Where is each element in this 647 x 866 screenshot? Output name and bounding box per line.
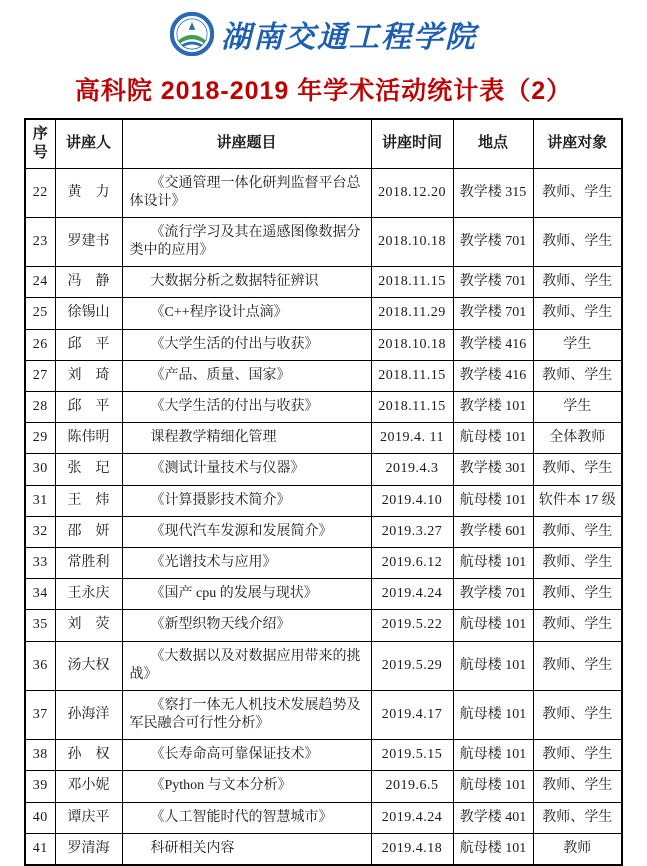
cell-audience: 教师、学生: [533, 298, 622, 329]
table-row: [25, 217, 622, 266]
cell-lecturer: 徐锡山: [55, 298, 122, 329]
cell-time: 2018.11.15: [371, 267, 453, 298]
cell-audience: 教师、学生: [533, 454, 622, 485]
cell-time: 2018.11.29: [371, 298, 453, 329]
cell-no: 37: [25, 690, 55, 739]
cell-no: 41: [25, 833, 55, 865]
cell-time: 2019.4.24: [371, 579, 453, 610]
cell-audience: 教师: [533, 833, 622, 865]
cell-lecturer: 谭庆平: [55, 802, 122, 833]
table-row: [25, 454, 622, 485]
cell-title: 科研相关内容: [122, 833, 371, 865]
cell-audience: 教师、学生: [533, 360, 622, 391]
cell-no: 27: [25, 360, 55, 391]
cell-lecturer: 罗清海: [55, 833, 122, 865]
cell-audience: 软件本 17 级: [533, 485, 622, 516]
cell-audience: 教师、学生: [533, 579, 622, 610]
cell-location: 教学楼 401: [453, 802, 533, 833]
cell-no: 35: [25, 610, 55, 641]
cell-time: 2019.4.10: [371, 485, 453, 516]
page-title: 高科院 2018-2019 年学术活动统计表（2）: [74, 77, 573, 105]
cell-title: 《光谱技术与应用》: [122, 547, 371, 578]
table-row: [25, 298, 622, 329]
cell-lecturer: 张 玘: [55, 454, 122, 485]
cell-location: 教学楼 701: [453, 217, 533, 266]
cell-location: 教学楼 601: [453, 516, 533, 547]
cell-audience: 学生: [533, 329, 622, 360]
cell-lecturer: 孙海洋: [55, 690, 122, 739]
cell-lecturer: 邓小妮: [55, 771, 122, 802]
cell-no: 23: [25, 217, 55, 266]
cell-no: 22: [25, 168, 55, 217]
cell-no: 28: [25, 392, 55, 423]
table-row: [25, 267, 622, 298]
cell-lecturer: 黄 力: [55, 168, 122, 217]
cell-audience: 教师、学生: [533, 690, 622, 739]
cell-title: 《计算摄影技术简介》: [122, 485, 371, 516]
table-row: [25, 360, 622, 391]
cell-title: 《大学生活的付出与收获》: [122, 392, 371, 423]
cell-location: 航母楼 101: [453, 771, 533, 802]
cell-time: 2018.10.18: [371, 217, 453, 266]
cell-audience: 教师、学生: [533, 610, 622, 641]
column-header-time: 讲座时间: [371, 119, 453, 168]
cell-lecturer: 王 炜: [55, 485, 122, 516]
cell-title: 《交通管理一体化研判监督平台总体设计》: [122, 168, 371, 217]
cell-audience: 教师、学生: [533, 168, 622, 217]
table-row: [25, 771, 622, 802]
cell-title: 《人工智能时代的智慧城市》: [122, 802, 371, 833]
cell-time: 2019.5.22: [371, 610, 453, 641]
cell-location: 教学楼 416: [453, 329, 533, 360]
cell-lecturer: 王永庆: [55, 579, 122, 610]
cell-title: 《察打一体无人机技术发展趋势及军民融合可行性分析》: [122, 690, 371, 739]
cell-location: 教学楼 101: [453, 392, 533, 423]
school-logo-header: [0, 10, 647, 58]
table-header-row: [25, 119, 622, 168]
cell-no: 25: [25, 298, 55, 329]
cell-no: 30: [25, 454, 55, 485]
cell-title: 《长寿命高可靠保证技术》: [122, 740, 371, 771]
table-row: [25, 516, 622, 547]
cell-no: 26: [25, 329, 55, 360]
cell-location: 航母楼 101: [453, 485, 533, 516]
cell-audience: 教师、学生: [533, 641, 622, 690]
cell-lecturer: 常胜利: [55, 547, 122, 578]
cell-audience: 学生: [533, 392, 622, 423]
cell-no: 24: [25, 267, 55, 298]
cell-title: 《测试计量技术与仪器》: [122, 454, 371, 485]
cell-lecturer: 刘 荧: [55, 610, 122, 641]
table-row: [25, 610, 622, 641]
column-header-title: 讲座题目: [122, 119, 371, 168]
cell-title: 大数据分析之数据特征辨识: [122, 267, 371, 298]
cell-time: 2018.11.15: [371, 392, 453, 423]
cell-title: 《产品、质量、国家》: [122, 360, 371, 391]
column-header-no: 序号: [25, 119, 55, 168]
cell-time: 2019.4.17: [371, 690, 453, 739]
cell-title: 课程教学精细化管理: [122, 423, 371, 454]
cell-time: 2019.6.5: [371, 771, 453, 802]
cell-lecturer: 冯 静: [55, 267, 122, 298]
cell-location: 航母楼 101: [453, 690, 533, 739]
cell-location: 航母楼 101: [453, 547, 533, 578]
table-row: [25, 579, 622, 610]
cell-no: 32: [25, 516, 55, 547]
cell-lecturer: 罗建书: [55, 217, 122, 266]
cell-no: 31: [25, 485, 55, 516]
cell-lecturer: 邵 妍: [55, 516, 122, 547]
school-name: 湖南交通工程学院: [221, 20, 477, 55]
table-row: [25, 641, 622, 690]
cell-time: 2019.4.18: [371, 833, 453, 865]
cell-location: 教学楼 416: [453, 360, 533, 391]
cell-time: 2019.4.3: [371, 454, 453, 485]
cell-location: 航母楼 101: [453, 423, 533, 454]
cell-audience: 教师、学生: [533, 802, 622, 833]
cell-location: 教学楼 701: [453, 579, 533, 610]
cell-title: 《国产 cpu 的发展与现状》: [122, 579, 371, 610]
cell-location: 教学楼 701: [453, 298, 533, 329]
cell-no: 34: [25, 579, 55, 610]
cell-location: 航母楼 101: [453, 610, 533, 641]
cell-no: 36: [25, 641, 55, 690]
cell-lecturer: 刘 琦: [55, 360, 122, 391]
activities-table: [24, 118, 623, 866]
cell-location: 航母楼 101: [453, 740, 533, 771]
school-seal-icon: [170, 12, 214, 56]
cell-time: 2019.4.24: [371, 802, 453, 833]
cell-audience: 教师、学生: [533, 217, 622, 266]
cell-no: 29: [25, 423, 55, 454]
table-row: [25, 485, 622, 516]
cell-location: 航母楼 101: [453, 641, 533, 690]
table-row: [25, 802, 622, 833]
column-header-location: 地点: [453, 119, 533, 168]
cell-no: 39: [25, 771, 55, 802]
table-row: [25, 833, 622, 865]
cell-audience: 教师、学生: [533, 771, 622, 802]
cell-audience: 教师、学生: [533, 267, 622, 298]
cell-title: 《新型织物天线介绍》: [122, 610, 371, 641]
cell-audience: 教师、学生: [533, 547, 622, 578]
cell-lecturer: 邱 平: [55, 329, 122, 360]
table-row: [25, 168, 622, 217]
cell-time: 2019.6.12: [371, 547, 453, 578]
cell-no: 38: [25, 740, 55, 771]
cell-no: 40: [25, 802, 55, 833]
cell-location: 航母楼 101: [453, 833, 533, 865]
cell-time: 2019.4. 11: [371, 423, 453, 454]
cell-title: 《Python 与文本分析》: [122, 771, 371, 802]
table-row: [25, 329, 622, 360]
cell-title: 《流行学习及其在遥感图像数据分类中的应用》: [122, 217, 371, 266]
cell-location: 教学楼 701: [453, 267, 533, 298]
cell-audience: 全体教师: [533, 423, 622, 454]
cell-title: 《大数据以及对数据应用带来的挑战》: [122, 641, 371, 690]
column-header-lecturer: 讲座人: [55, 119, 122, 168]
table-row: [25, 423, 622, 454]
cell-time: 2019.5.15: [371, 740, 453, 771]
cell-title: 《C++程序设计点滴》: [122, 298, 371, 329]
cell-title: 《现代汽车发源和发展简介》: [122, 516, 371, 547]
cell-time: 2018.12.20: [371, 168, 453, 217]
cell-time: 2019.3.27: [371, 516, 453, 547]
cell-lecturer: 汤大权: [55, 641, 122, 690]
cell-lecturer: 邱 平: [55, 392, 122, 423]
cell-audience: 教师、学生: [533, 516, 622, 547]
table-row: [25, 740, 622, 771]
cell-time: 2019.5.29: [371, 641, 453, 690]
table-row: [25, 690, 622, 739]
cell-time: 2018.10.18: [371, 329, 453, 360]
table-row: [25, 547, 622, 578]
column-header-audience: 讲座对象: [533, 119, 622, 168]
cell-lecturer: 孙 权: [55, 740, 122, 771]
cell-location: 教学楼 301: [453, 454, 533, 485]
cell-title: 《大学生活的付出与收获》: [122, 329, 371, 360]
table-row: [25, 392, 622, 423]
cell-lecturer: 陈伟明: [55, 423, 122, 454]
cell-time: 2018.11.15: [371, 360, 453, 391]
cell-no: 33: [25, 547, 55, 578]
table-body: [25, 168, 622, 865]
cell-location: 教学楼 315: [453, 168, 533, 217]
cell-audience: 教师、学生: [533, 740, 622, 771]
